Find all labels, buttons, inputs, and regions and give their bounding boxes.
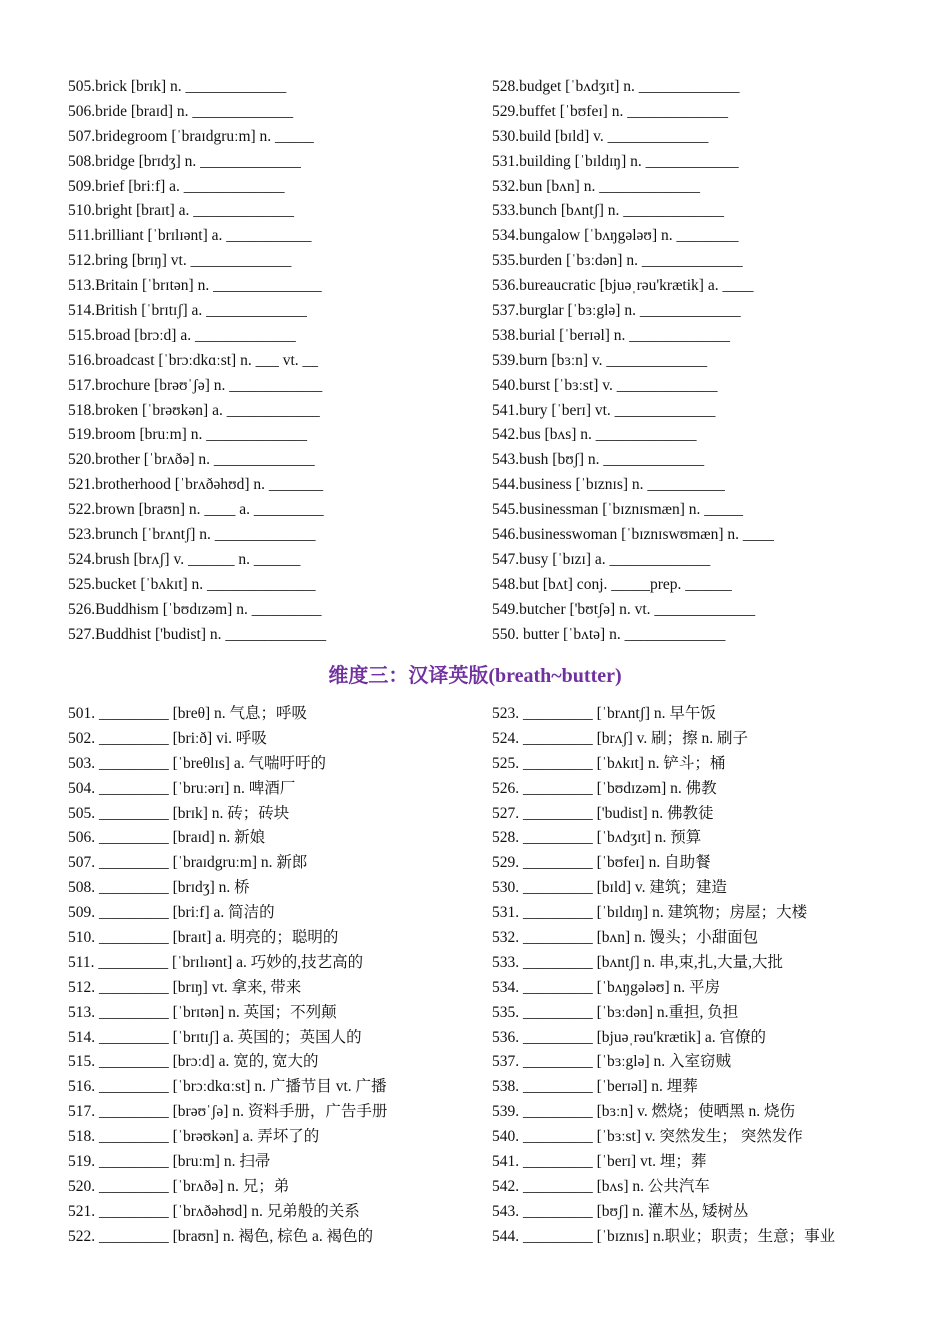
vocab-entry: 525. _________ [ˈbʌkɪt] n. 铲斗；桶 bbox=[492, 754, 726, 772]
vocab-entry: 506. _________ [braɪd] n. 新娘 bbox=[68, 829, 266, 847]
vocab-entry: 541. _________ [ˈberɪ] vt. 埋；葬 bbox=[492, 1153, 707, 1171]
vocab-entry: 533. _________ [bʌntʃ] n. 串,束,扎,大量,大批 bbox=[492, 953, 784, 971]
vocab-entry: 505.brick [brɪk] n. _____________ bbox=[68, 78, 287, 95]
vocab-entry: 502. _________ [briːð] vi. 呼吸 bbox=[68, 729, 267, 747]
vocab-entry: 508.bridge [brɪdʒ] n. _____________ bbox=[68, 152, 301, 170]
vocab-entry: 519. _________ [bruːm] n. 扫帚 bbox=[68, 1153, 271, 1171]
vocab-entry: 534.bungalow [ˈbʌŋgələʊ] n. ________ bbox=[492, 227, 739, 245]
vocab-entry: 511. _________ [ˈbrɪlɪənt] a. 巧妙的,技艺高的 bbox=[68, 953, 364, 971]
vocab-entry: 501. _________ [breθ] n. 气息；呼吸 bbox=[68, 705, 308, 722]
vocab-entry: 538.burial [ˈberɪəl] n. _____________ bbox=[492, 326, 731, 344]
vocab-entry: 530. _________ [bɪld] v. 建筑；建造 bbox=[492, 879, 727, 897]
vocab-entry: 520.brother [ˈbrʌðə] n. _____________ bbox=[68, 451, 315, 469]
vocab-entry: 542. _________ [bʌs] n. 公共汽车 bbox=[492, 1177, 710, 1195]
vocab-entry: 507. _________ [ˈbraɪdgruːm] n. 新郎 bbox=[68, 854, 308, 872]
vocab-entry: 523.brunch [ˈbrʌntʃ] n. _____________ bbox=[68, 526, 316, 544]
vocab-entry: 509. _________ [briːf] a. 简洁的 bbox=[68, 904, 275, 922]
vocab-entry: 508. _________ [brɪdʒ] n. 桥 bbox=[68, 879, 250, 897]
vocab-entry: 539.burn [bɜːn] v. _____________ bbox=[492, 351, 708, 369]
vocab-entry: 523. _________ [ˈbrʌntʃ] n. 早午饭 bbox=[492, 705, 716, 722]
vocab-entry: 512.bring [brɪŋ] vt. _____________ bbox=[68, 252, 292, 270]
vocab-entry: 510. _________ [braɪt] a. 明亮的；聪明的 bbox=[68, 929, 339, 947]
vocab-entry: 521.brotherhood [ˈbrʌðəhʊd] n. _______ bbox=[68, 476, 324, 494]
vocab-entry: 510.bright [braɪt] a. _____________ bbox=[68, 202, 295, 220]
vocab-entry: 546.businesswoman [ˈbɪznɪswʊmæn] n. ____ bbox=[492, 526, 774, 544]
vocab-entry: 529. _________ [ˈbʊfeɪ] n. 自助餐 bbox=[492, 854, 711, 872]
vocab-entry: 515. _________ [brɔːd] a. 宽的, 宽大的 bbox=[68, 1053, 319, 1071]
vocab-entry: 507.bridegroom [ˈbraɪdgruːm] n. _____ bbox=[68, 127, 314, 145]
vocab-entry: 547.busy [ˈbɪzɪ] a. _____________ bbox=[492, 550, 711, 568]
vocab-entry: 529.buffet [ˈbʊfeɪ] n. _____________ bbox=[492, 102, 728, 120]
vocab-entry: 513. _________ [ˈbrɪtən] n. 英国；不列颠 bbox=[68, 1003, 337, 1021]
vocab-entry: 518. _________ [ˈbrəʊkən] a. 弄坏了的 bbox=[68, 1128, 320, 1146]
vocab-entry: 542.bus [bʌs] n. _____________ bbox=[492, 426, 697, 444]
vocab-entry: 540. _________ [ˈbɜːst] v. 突然发生； 突然发作 bbox=[492, 1128, 803, 1146]
vocab-entry: 503. _________ [ˈbreθlɪs] a. 气喘吁吁的 bbox=[68, 754, 326, 772]
vocab-entry: 528.budget [ˈbʌdʒɪt] n. _____________ bbox=[492, 78, 740, 95]
vocab-entry: 521. _________ [ˈbrʌðəhʊd] n. 兄弟般的关系 bbox=[68, 1202, 360, 1220]
vocab-entry: 525.bucket [ˈbʌkɪt] n. ______________ bbox=[68, 575, 316, 593]
vocab-entry: 544.business [ˈbɪznɪs] n. __________ bbox=[492, 476, 725, 494]
vocab-entry: 540.burst [ˈbɜːst] v. _____________ bbox=[492, 376, 718, 394]
vocab-entry: 514.British [ˈbrɪtɪʃ] a. _____________ bbox=[68, 302, 307, 320]
vocab-entry: 531. _________ [ˈbɪldɪŋ] n. 建筑物；房屋；大楼 bbox=[492, 904, 808, 922]
vocab-entry: 532. _________ [bʌn] n. 馒头；小甜面包 bbox=[492, 929, 759, 947]
vocab-entry: 524. _________ [brʌʃ] v. 刷；擦 n. 刷子 bbox=[492, 729, 749, 747]
vocab-entry: 541.bury [ˈberɪ] vt. _____________ bbox=[492, 401, 716, 419]
vocab-entry: 518.broken [ˈbrəʊkən] a. ____________ bbox=[68, 401, 320, 419]
vocab-entry: 526. _________ [ˈbʊdɪzəm] n. 佛教 bbox=[492, 779, 717, 797]
vocab-entry: 520. _________ [ˈbrʌðə] n. 兄；弟 bbox=[68, 1177, 290, 1195]
vocab-entry: 512. _________ [brɪŋ] vt. 拿来, 带来 bbox=[68, 978, 302, 996]
vocab-entry: 543. _________ [bʊʃ] n. 灌木丛, 矮树丛 bbox=[492, 1202, 749, 1220]
vocab-entry: 505. _________ [brɪk] n. 砖；砖块 bbox=[68, 804, 290, 822]
vocab-entry: 517. _________ [brəʊˈʃə] n. 资料手册，广告手册 bbox=[68, 1103, 388, 1121]
vocab-entry: 537.burglar [ˈbɜːglə] n. _____________ bbox=[492, 302, 741, 320]
vocab-column-right bbox=[492, 702, 912, 1250]
vocab-entry: 532.bun [bʌn] n. _____________ bbox=[492, 177, 700, 195]
vocab-entry: 544. _________ [ˈbɪznɪs] n.职业；职责；生意；事业 bbox=[492, 1227, 836, 1245]
vocab-entry: 513.Britain [ˈbrɪtən] n. ______________ bbox=[68, 277, 322, 295]
vocab-column-left bbox=[68, 75, 478, 647]
vocab-entry: 509.brief [briːf] a. _____________ bbox=[68, 177, 285, 195]
vocab-entry: 531.building [ˈbɪldɪŋ] n. ____________ bbox=[492, 152, 739, 170]
vocab-entry: 550. butter [ˈbʌtə] n. _____________ bbox=[492, 625, 726, 643]
vocab-entry: 519.broom [bruːm] n. _____________ bbox=[68, 426, 307, 444]
vocab-entry: 526.Buddhism [ˈbʊdɪzəm] n. _________ bbox=[68, 600, 322, 618]
vocab-entry: 545.businessman [ˈbɪznɪsmæn] n. _____ bbox=[492, 501, 743, 519]
vocab-entry: 535.burden [ˈbɜːdən] n. _____________ bbox=[492, 252, 743, 270]
vocab-entry: 527.Buddhist ['budist] n. _____________ bbox=[68, 625, 327, 643]
vocab-entry: 511.brilliant [ˈbrɪlɪənt] a. ___________ bbox=[68, 227, 312, 245]
vocab-entry: 506.bride [braɪd] n. _____________ bbox=[68, 102, 294, 120]
vocab-column-right bbox=[492, 75, 912, 647]
vocab-entry: 522. _________ [braʊn] n. 褐色, 棕色 a. 褐色的 bbox=[68, 1227, 374, 1245]
vocab-entry: 514. _________ [ˈbrɪtɪʃ] a. 英国的；英国人的 bbox=[68, 1028, 362, 1046]
vocab-entry: 516. _________ [ˈbrɔːdkɑːst] n. 广播节目 vt. 广播 bbox=[68, 1078, 387, 1096]
vocab-entry: 535. _________ [ˈbɜːdən] n.重担, 负担 bbox=[492, 1003, 739, 1021]
vocab-entry: 536. _________ [bjuəˌrəu'krætik] a. 官僚的 bbox=[492, 1028, 766, 1046]
vocab-entry: 534. _________ [ˈbʌŋgələʊ] n. 平房 bbox=[492, 978, 720, 996]
vocab-entry: 539. _________ [bɜːn] v. 燃烧；使晒黑 n. 烧伤 bbox=[492, 1103, 796, 1121]
vocab-entry: 548.but [bʌt] conj. _____prep. ______ bbox=[492, 575, 732, 593]
vocab-entry: 522.brown [braʊn] n. ____ a. _________ bbox=[68, 501, 324, 519]
vocab-entry: 517.brochure [brəʊˈʃə] n. ____________ bbox=[68, 376, 323, 394]
vocab-entry: 549.butcher ['bʊtʃə] n. vt. _____________ bbox=[492, 600, 756, 618]
vocab-entry: 524.brush [brʌʃ] v. ______ n. ______ bbox=[68, 550, 301, 568]
vocab-entry: 543.bush [bʊʃ] n. _____________ bbox=[492, 451, 705, 469]
vocab-entry: 515.broad [brɔːd] a. _____________ bbox=[68, 326, 296, 344]
vocab-entry: 528. _________ [ˈbʌdʒɪt] n. 预算 bbox=[492, 829, 702, 847]
vocab-entry: 530.build [bɪld] v. _____________ bbox=[492, 127, 709, 145]
vocab-column-left bbox=[68, 702, 478, 1250]
vocab-entry: 527. _________ ['budist] n. 佛教徒 bbox=[492, 804, 714, 822]
vocab-entry: 504. _________ [ˈbruːərɪ] n. 啤酒厂 bbox=[68, 779, 296, 797]
vocab-entry: 533.bunch [bʌntʃ] n. _____________ bbox=[492, 202, 725, 220]
vocab-entry: 537. _________ [ˈbɜːglə] n. 入室窃贼 bbox=[492, 1053, 731, 1071]
vocab-entry: 536.bureaucratic [bjuəˌrəu'krætik] a. ____ bbox=[492, 277, 754, 295]
vocab-entry: 516.broadcast [ˈbrɔːdkɑːst] n. ___ vt. __ bbox=[68, 351, 319, 369]
section-heading: 维度三：汉译英版(breath~butter) bbox=[328, 665, 622, 687]
vocab-entry: 538. _________ [ˈberɪəl] n. 埋葬 bbox=[492, 1078, 698, 1096]
